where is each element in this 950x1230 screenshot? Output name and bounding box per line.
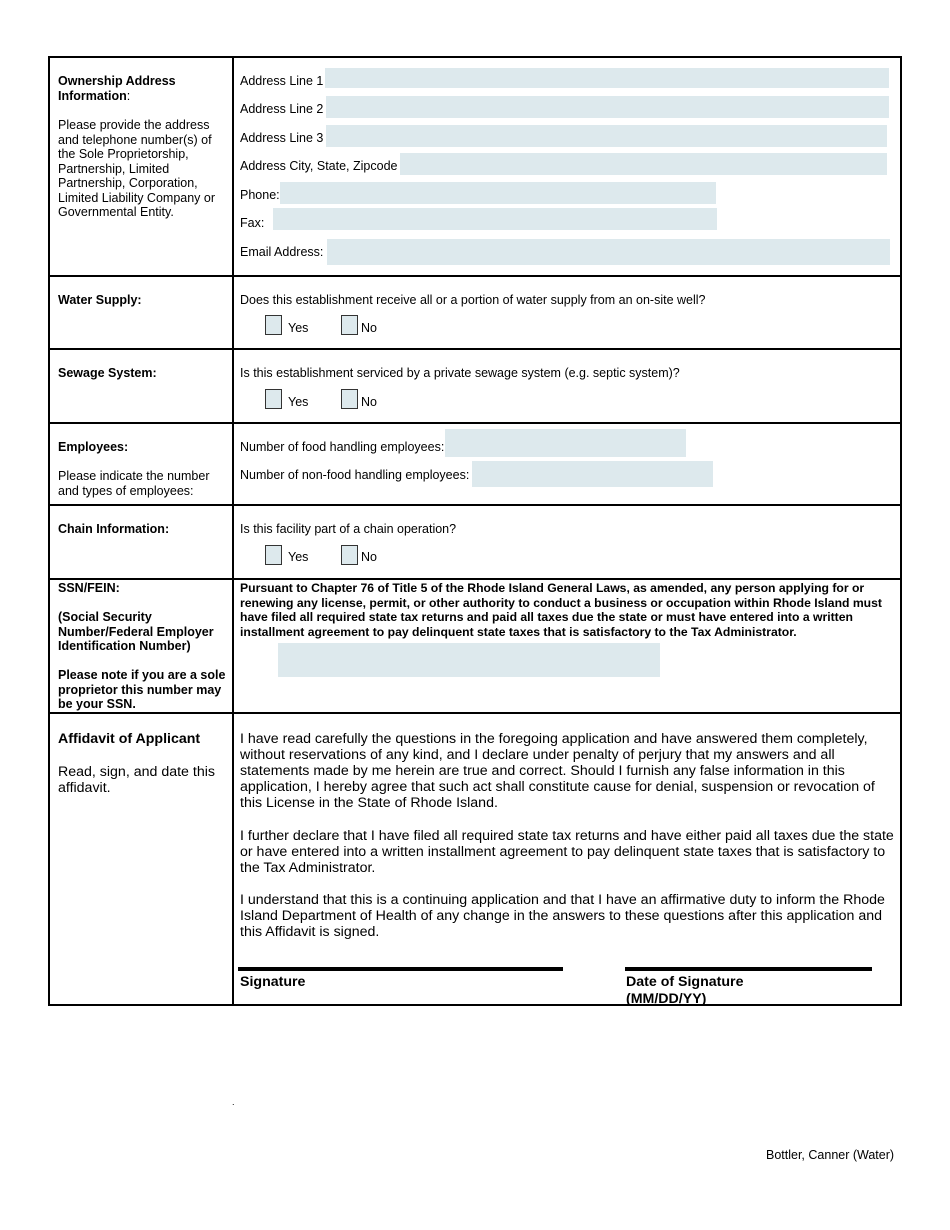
address-city-field[interactable] bbox=[400, 153, 887, 175]
column-divider bbox=[232, 58, 234, 1004]
footer-form-type: Bottler, Canner (Water) bbox=[766, 1148, 895, 1162]
chain-no-label: No bbox=[361, 550, 377, 564]
food-employees-label: Number of food handling employees: bbox=[240, 440, 445, 454]
signature-line[interactable] bbox=[238, 967, 563, 971]
chain-yes-checkbox[interactable] bbox=[265, 545, 282, 565]
food-employees-field[interactable] bbox=[445, 429, 686, 457]
water-yes-checkbox[interactable] bbox=[265, 315, 282, 335]
affidavit-paragraph-3: I understand that this is a continuing application and that I have an affirmative duty to inform the Rhode Island Department of Health of any change in the answers to these questions after this application and this Affidavit is signed. bbox=[240, 892, 885, 940]
affidavit-paragraph-2: I further declare that I have filed all required state tax returns and have either paid all taxes due the state or have entered into a written installment agreement to pay delinquent state taxes that is satisfactory to the Tax Administrator. bbox=[240, 828, 894, 876]
sewage-yes-label: Yes bbox=[288, 395, 309, 409]
phone-label: Phone: bbox=[240, 188, 280, 202]
affidavit-instruction: Read, sign, and date this affidavit. bbox=[58, 764, 215, 796]
sewage-no-checkbox[interactable] bbox=[341, 389, 358, 409]
sewage-no-label: No bbox=[361, 395, 377, 409]
water-no-label: No bbox=[361, 321, 377, 335]
section-divider bbox=[50, 422, 900, 424]
section-divider bbox=[50, 504, 900, 506]
affidavit-title: Affidavit of Applicant bbox=[58, 731, 201, 747]
employees-title: Employees: bbox=[58, 440, 129, 454]
application-form bbox=[48, 56, 902, 1006]
nonfood-employees-field[interactable] bbox=[472, 461, 713, 487]
section-divider bbox=[50, 275, 900, 277]
water-yes-label: Yes bbox=[288, 321, 309, 335]
ssn-fein-title: SSN/FEIN: bbox=[58, 581, 120, 595]
email-label: Email Address: bbox=[240, 245, 324, 259]
email-field[interactable] bbox=[327, 239, 890, 265]
address-line-1-label: Address Line 1 bbox=[240, 74, 324, 88]
ssn-fein-subtitle: (Social Security Number/Federal Employer Identification Number) bbox=[58, 610, 214, 653]
date-format-label: (MM/DD/YY) bbox=[626, 991, 707, 1007]
ssn-fein-note: Please note if you are a sole proprietor this number may be your SSN. bbox=[58, 668, 226, 711]
address-line-3-label: Address Line 3 bbox=[240, 131, 324, 145]
nonfood-employees-label: Number of non-food handling employees: bbox=[240, 468, 470, 482]
chain-info-title: Chain Information: bbox=[58, 522, 170, 536]
fax-label: Fax: bbox=[240, 216, 265, 230]
chain-info-question: Is this facility part of a chain operation? bbox=[240, 522, 457, 536]
employees-description: Please indicate the number and types of employees: bbox=[58, 469, 210, 498]
footer-dot: . bbox=[232, 1097, 235, 1107]
address-line-2-label: Address Line 2 bbox=[240, 102, 324, 116]
phone-field[interactable] bbox=[280, 182, 716, 204]
address-line-3-field[interactable] bbox=[326, 125, 887, 147]
water-no-checkbox[interactable] bbox=[341, 315, 358, 335]
section-divider bbox=[50, 348, 900, 350]
tax-statement: Pursuant to Chapter 76 of Title 5 of the Rhode Island General Laws, as amended, any person applying for or renewing any license, permit, or other authority to conduct a business or occupation within Rhode Island must have filed all required state tax returns and paid all taxes due the state or must have entered into a written installment agreement to pay delinquent state taxes that is satisfactory to the Tax Administrator. bbox=[240, 581, 882, 639]
ownership-title: Ownership Address Information bbox=[58, 74, 176, 103]
address-line-1-field[interactable] bbox=[325, 68, 889, 88]
fax-field[interactable] bbox=[273, 208, 717, 230]
signature-label: Signature bbox=[240, 974, 306, 990]
sewage-system-title: Sewage System: bbox=[58, 366, 157, 380]
sewage-yes-checkbox[interactable] bbox=[265, 389, 282, 409]
section-divider bbox=[50, 712, 900, 714]
ssn-fein-field[interactable] bbox=[278, 643, 660, 677]
water-supply-title: Water Supply: bbox=[58, 293, 142, 307]
address-city-label: Address City, State, Zipcode bbox=[240, 159, 398, 173]
affidavit-paragraph-1: I have read carefully the questions in the foregoing application and have answered them completely, without reservations of any kind, and I declare under penalty of perjury that my answers and all statements made by me herein are true and correct. Should I furnish any false information in this application, I hereby agree that such act shall constitute cause for denial, suspension or revocation of this License in the State of Rhode Island. bbox=[240, 731, 875, 811]
date-signature-label: Date of Signature bbox=[626, 974, 744, 990]
chain-yes-label: Yes bbox=[288, 550, 309, 564]
chain-no-checkbox[interactable] bbox=[341, 545, 358, 565]
sewage-system-question: Is this establishment serviced by a private sewage system (e.g. septic system)? bbox=[240, 366, 680, 380]
section-divider bbox=[50, 578, 900, 580]
address-line-2-field[interactable] bbox=[326, 96, 889, 118]
ownership-label: Ownership Address Information: bbox=[58, 74, 176, 103]
water-supply-question: Does this establishment receive all or a portion of water supply from an on-site well? bbox=[240, 293, 706, 307]
date-signature-line[interactable] bbox=[625, 967, 872, 971]
ownership-description: Please provide the address and telephone number(s) of the Sole Proprietorship, Partnership, Limited Partnership, Corporation, Limited Liability Company or Governmental Entity. bbox=[58, 118, 216, 219]
